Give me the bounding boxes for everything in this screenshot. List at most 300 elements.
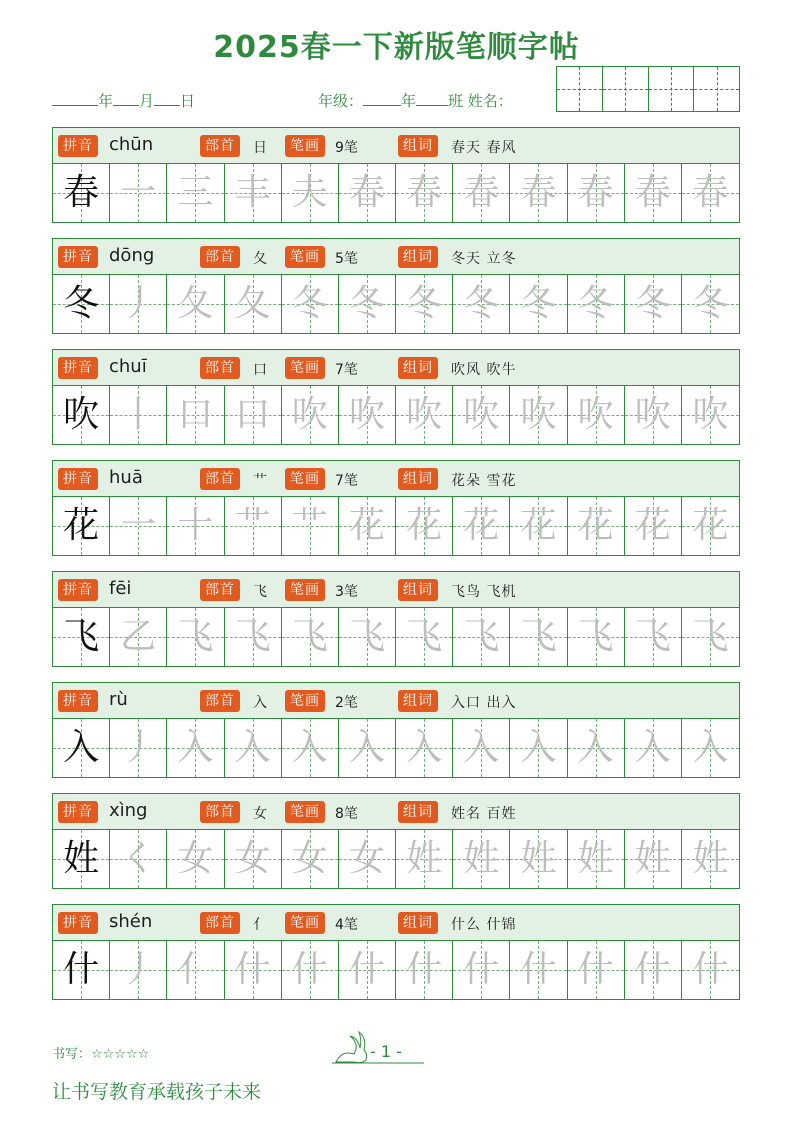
stroke-step-glyph: 入 bbox=[692, 727, 729, 768]
stroke-step-glyph: 冬 bbox=[291, 283, 328, 324]
strokes-value: 4笔 bbox=[335, 917, 358, 933]
stroke-step-cell[interactable] bbox=[453, 497, 510, 555]
stroke-step-glyph: 冬 bbox=[520, 283, 557, 324]
stroke-step-cell[interactable] bbox=[396, 164, 453, 222]
stroke-step-cell[interactable] bbox=[396, 275, 453, 333]
page-number: - 1 - bbox=[370, 1042, 402, 1061]
stroke-step-cell[interactable] bbox=[453, 719, 510, 777]
character-info-bar bbox=[53, 905, 739, 941]
stroke-step-cell[interactable] bbox=[282, 830, 339, 888]
page-number-area bbox=[332, 1030, 427, 1066]
stroke-step-cell[interactable] bbox=[339, 164, 396, 222]
stroke-step-glyph: 夫 bbox=[291, 172, 328, 213]
stroke-step-glyph: 冬 bbox=[634, 283, 671, 324]
words-value: 飞鸟 飞机 bbox=[451, 584, 517, 600]
class-blank[interactable] bbox=[416, 91, 448, 106]
name-cell[interactable] bbox=[649, 67, 695, 111]
tian-grid-row bbox=[53, 497, 739, 555]
grade-blank[interactable] bbox=[363, 91, 401, 106]
main-character bbox=[53, 497, 110, 555]
pinyin-tag: 拼音 bbox=[58, 801, 98, 823]
stroke-step-glyph: 花 bbox=[406, 505, 443, 546]
stroke-step-cell[interactable] bbox=[167, 275, 224, 333]
stroke-step-cell[interactable] bbox=[396, 941, 453, 999]
day-blank[interactable] bbox=[154, 91, 180, 106]
stroke-step-glyph: 姓 bbox=[634, 838, 671, 879]
stroke-step-cell[interactable] bbox=[510, 830, 567, 888]
stroke-step-cell[interactable] bbox=[510, 275, 567, 333]
pinyin-value: fēi bbox=[109, 578, 132, 599]
character-block bbox=[52, 682, 740, 778]
page-title: 2025春一下新版笔顺字帖 bbox=[213, 30, 580, 65]
stroke-step-cell[interactable] bbox=[225, 164, 282, 222]
character-info-bar bbox=[53, 461, 739, 497]
stroke-step-cell[interactable] bbox=[682, 497, 739, 555]
stroke-step-glyph: 花 bbox=[520, 505, 557, 546]
grade-label: 年级： bbox=[318, 92, 364, 110]
stroke-step-glyph: 吹 bbox=[291, 394, 328, 435]
stroke-step-glyph: 一 bbox=[120, 505, 157, 546]
stroke-step-glyph: 姓 bbox=[577, 838, 614, 879]
tian-grid-row bbox=[53, 830, 739, 888]
character-block bbox=[52, 127, 740, 223]
stroke-step-glyph: 吹 bbox=[463, 394, 500, 435]
radical-tag: 部首 bbox=[200, 690, 240, 712]
stroke-step-glyph: 吹 bbox=[577, 394, 614, 435]
stroke-step-cell[interactable] bbox=[225, 275, 282, 333]
stroke-step-cell[interactable] bbox=[396, 719, 453, 777]
stroke-step-cell[interactable] bbox=[110, 608, 167, 666]
radical-value: 飞 bbox=[253, 584, 267, 600]
stroke-step-glyph: 春 bbox=[520, 172, 557, 213]
stroke-step-cell[interactable] bbox=[396, 830, 453, 888]
main-character bbox=[53, 830, 110, 888]
pinyin-tag: 拼音 bbox=[58, 357, 98, 379]
stroke-step-glyph: 亻 bbox=[177, 949, 214, 990]
character-info-bar bbox=[53, 794, 739, 830]
pinyin-value: dōng bbox=[109, 245, 155, 266]
radical-value: 口 bbox=[253, 362, 267, 378]
stroke-step-cell[interactable] bbox=[339, 941, 396, 999]
character-info-bar bbox=[53, 350, 739, 386]
pinyin-tag: 拼音 bbox=[58, 246, 98, 268]
stroke-step-glyph: 什 bbox=[634, 949, 671, 990]
stroke-step-cell[interactable] bbox=[453, 941, 510, 999]
radical-tag: 部首 bbox=[200, 801, 240, 823]
words-value: 春天 春风 bbox=[451, 140, 517, 156]
stroke-step-glyph: 丰 bbox=[234, 172, 271, 213]
stroke-step-cell[interactable] bbox=[282, 386, 339, 444]
main-character-glyph: 入 bbox=[63, 727, 100, 768]
name-writing-box[interactable] bbox=[556, 66, 740, 112]
words-tag: 组词 bbox=[398, 246, 438, 268]
stroke-step-glyph: 飞 bbox=[520, 616, 557, 657]
stroke-step-glyph: 入 bbox=[463, 727, 500, 768]
radical-value: 艹 bbox=[253, 473, 267, 489]
stroke-step-cell[interactable] bbox=[396, 608, 453, 666]
stroke-step-glyph: 飞 bbox=[692, 616, 729, 657]
stroke-step-cell[interactable] bbox=[568, 164, 625, 222]
stroke-step-glyph: 女 bbox=[177, 838, 214, 879]
stroke-step-cell[interactable] bbox=[510, 719, 567, 777]
stroke-step-cell[interactable] bbox=[625, 164, 682, 222]
stroke-step-glyph: 入 bbox=[406, 727, 443, 768]
main-character bbox=[53, 386, 110, 444]
words-tag: 组词 bbox=[398, 468, 438, 490]
stroke-step-cell[interactable] bbox=[225, 497, 282, 555]
stroke-step-cell[interactable] bbox=[282, 719, 339, 777]
radical-tag: 部首 bbox=[200, 357, 240, 379]
stroke-step-glyph: 飞 bbox=[463, 616, 500, 657]
words-tag: 组词 bbox=[398, 690, 438, 712]
main-character bbox=[53, 275, 110, 333]
stroke-step-cell[interactable] bbox=[682, 164, 739, 222]
stroke-step-glyph: 冬 bbox=[348, 283, 385, 324]
month-label: 月 bbox=[139, 92, 155, 110]
character-info-bar bbox=[53, 239, 739, 275]
grade-line bbox=[318, 90, 513, 111]
stroke-step-cell[interactable] bbox=[225, 386, 282, 444]
stroke-step-cell[interactable] bbox=[625, 608, 682, 666]
character-block bbox=[52, 904, 740, 1000]
stroke-step-cell[interactable] bbox=[625, 275, 682, 333]
main-character-glyph: 春 bbox=[63, 172, 100, 213]
stroke-step-glyph: 入 bbox=[577, 727, 614, 768]
stroke-step-glyph: 飞 bbox=[577, 616, 614, 657]
stroke-step-glyph: 冬 bbox=[406, 283, 443, 324]
pinyin-tag: 拼音 bbox=[58, 468, 98, 490]
stroke-step-cell[interactable] bbox=[282, 164, 339, 222]
pinyin-value: shén bbox=[109, 911, 153, 932]
stroke-step-glyph: 飞 bbox=[634, 616, 671, 657]
stroke-step-cell[interactable] bbox=[339, 497, 396, 555]
stroke-step-glyph: 春 bbox=[692, 172, 729, 213]
stroke-step-cell[interactable] bbox=[225, 941, 282, 999]
stroke-step-glyph: 冬 bbox=[692, 283, 729, 324]
stroke-step-glyph: 什 bbox=[406, 949, 443, 990]
radical-value: 日 bbox=[253, 140, 267, 156]
character-block bbox=[52, 238, 740, 334]
tian-grid-row bbox=[53, 386, 739, 444]
stroke-step-glyph: 女 bbox=[348, 838, 385, 879]
radical-value: 入 bbox=[253, 695, 267, 711]
stroke-step-cell[interactable] bbox=[510, 164, 567, 222]
stroke-step-glyph: 吹 bbox=[634, 394, 671, 435]
stroke-step-glyph: 春 bbox=[577, 172, 614, 213]
stroke-step-cell[interactable] bbox=[282, 941, 339, 999]
main-character-glyph: 吹 bbox=[63, 394, 100, 435]
stroke-step-cell[interactable] bbox=[568, 719, 625, 777]
stroke-step-cell[interactable] bbox=[510, 497, 567, 555]
stroke-step-cell[interactable] bbox=[167, 164, 224, 222]
stroke-step-cell[interactable] bbox=[568, 275, 625, 333]
words-tag: 组词 bbox=[398, 579, 438, 601]
stroke-step-glyph: 花 bbox=[463, 505, 500, 546]
stroke-step-cell[interactable] bbox=[167, 386, 224, 444]
main-character bbox=[53, 608, 110, 666]
words-value: 入口 出入 bbox=[451, 695, 517, 711]
words-tag: 组词 bbox=[398, 357, 438, 379]
stroke-step-glyph: 飞 bbox=[177, 616, 214, 657]
stroke-step-glyph: 飞 bbox=[406, 616, 443, 657]
date-line bbox=[52, 90, 195, 111]
stroke-step-glyph: 丨 bbox=[120, 394, 157, 435]
pinyin-value: rù bbox=[109, 689, 128, 710]
radical-tag: 部首 bbox=[200, 246, 240, 268]
words-tag: 组词 bbox=[398, 912, 438, 934]
stroke-step-cell[interactable] bbox=[453, 608, 510, 666]
pinyin-value: xìng bbox=[109, 800, 148, 821]
stroke-step-cell[interactable] bbox=[682, 608, 739, 666]
words-value: 冬天 立冬 bbox=[451, 251, 517, 267]
stroke-step-cell[interactable] bbox=[682, 275, 739, 333]
stroke-step-glyph: 什 bbox=[520, 949, 557, 990]
tian-grid-row bbox=[53, 275, 739, 333]
stroke-step-glyph: 花 bbox=[634, 505, 671, 546]
pinyin-tag: 拼音 bbox=[58, 690, 98, 712]
strokes-value: 5笔 bbox=[335, 251, 358, 267]
stroke-step-cell[interactable] bbox=[282, 497, 339, 555]
name-cell[interactable] bbox=[557, 67, 603, 111]
main-character bbox=[53, 941, 110, 999]
stroke-step-glyph: 春 bbox=[463, 172, 500, 213]
name-cell[interactable] bbox=[694, 67, 739, 111]
character-info-bar bbox=[53, 572, 739, 608]
stroke-step-cell[interactable] bbox=[225, 719, 282, 777]
stroke-step-glyph: 入 bbox=[234, 727, 271, 768]
stroke-step-cell[interactable] bbox=[625, 941, 682, 999]
stroke-step-glyph: 夂 bbox=[177, 283, 214, 324]
radical-tag: 部首 bbox=[200, 468, 240, 490]
stroke-step-glyph: 一 bbox=[120, 172, 157, 213]
stroke-step-glyph: 什 bbox=[291, 949, 328, 990]
stroke-step-glyph: 冬 bbox=[463, 283, 500, 324]
stroke-step-cell[interactable] bbox=[110, 164, 167, 222]
stroke-step-glyph: 十 bbox=[177, 505, 214, 546]
stroke-step-cell[interactable] bbox=[110, 275, 167, 333]
slogan: 让书写教育承载孩子未来 bbox=[52, 1081, 262, 1103]
stroke-step-glyph: 乙 bbox=[120, 616, 157, 657]
stroke-step-glyph: 春 bbox=[348, 172, 385, 213]
pinyin-tag: 拼音 bbox=[58, 135, 98, 157]
stroke-step-glyph: 飞 bbox=[234, 616, 271, 657]
stroke-step-cell[interactable] bbox=[167, 608, 224, 666]
stroke-step-cell[interactable] bbox=[167, 941, 224, 999]
stroke-step-glyph: 丿 bbox=[120, 283, 157, 324]
stroke-step-glyph: 口 bbox=[234, 394, 271, 435]
tian-grid-row bbox=[53, 608, 739, 666]
main-character-glyph: 飞 bbox=[63, 616, 100, 657]
pinyin-value: chūn bbox=[109, 134, 154, 155]
stroke-step-cell[interactable] bbox=[453, 164, 510, 222]
stroke-step-cell[interactable] bbox=[110, 941, 167, 999]
stroke-step-cell[interactable] bbox=[453, 275, 510, 333]
stroke-step-glyph: 丿 bbox=[120, 949, 157, 990]
strokes-tag: 笔画 bbox=[285, 135, 325, 157]
pinyin-tag: 拼音 bbox=[58, 579, 98, 601]
radical-tag: 部首 bbox=[200, 579, 240, 601]
character-info-bar bbox=[53, 128, 739, 164]
stroke-step-cell[interactable] bbox=[453, 386, 510, 444]
grade-year-label: 年 bbox=[401, 92, 417, 110]
tian-grid-row bbox=[53, 164, 739, 222]
stroke-step-glyph: 飞 bbox=[291, 616, 328, 657]
stroke-step-cell[interactable] bbox=[339, 386, 396, 444]
stroke-step-cell[interactable] bbox=[396, 497, 453, 555]
stroke-step-glyph: 入 bbox=[520, 727, 557, 768]
radical-value: 夂 bbox=[253, 251, 267, 267]
stroke-step-cell[interactable] bbox=[510, 608, 567, 666]
stroke-step-glyph: 花 bbox=[577, 505, 614, 546]
stroke-step-glyph: 夂 bbox=[234, 283, 271, 324]
strokes-value: 7笔 bbox=[335, 362, 358, 378]
year-blank[interactable] bbox=[52, 91, 98, 106]
stroke-step-glyph: 吹 bbox=[520, 394, 557, 435]
stroke-step-cell[interactable] bbox=[568, 497, 625, 555]
stroke-step-glyph: 花 bbox=[692, 505, 729, 546]
character-block bbox=[52, 349, 740, 445]
stroke-step-cell[interactable] bbox=[339, 275, 396, 333]
stroke-step-cell[interactable] bbox=[110, 497, 167, 555]
stroke-step-cell[interactable] bbox=[282, 275, 339, 333]
stroke-step-glyph: 吹 bbox=[406, 394, 443, 435]
tian-grid-row bbox=[53, 941, 739, 999]
strokes-value: 8笔 bbox=[335, 806, 358, 822]
stroke-step-glyph: 口 bbox=[177, 394, 214, 435]
stroke-step-glyph: 姓 bbox=[520, 838, 557, 879]
stroke-step-cell[interactable] bbox=[568, 941, 625, 999]
stroke-step-cell[interactable] bbox=[396, 386, 453, 444]
radical-tag: 部首 bbox=[200, 135, 240, 157]
stroke-step-cell[interactable] bbox=[568, 608, 625, 666]
stroke-step-cell[interactable] bbox=[110, 386, 167, 444]
class-name-label: 班 姓名： bbox=[448, 92, 513, 110]
stroke-step-cell[interactable] bbox=[510, 386, 567, 444]
words-value: 花朵 雪花 bbox=[451, 473, 517, 489]
stroke-step-glyph: 艹 bbox=[291, 505, 328, 546]
main-character-glyph: 什 bbox=[63, 949, 100, 990]
stroke-step-cell[interactable] bbox=[568, 830, 625, 888]
character-block bbox=[52, 571, 740, 667]
stroke-step-glyph: 春 bbox=[406, 172, 443, 213]
stroke-step-glyph: 入 bbox=[634, 727, 671, 768]
radical-value: 女 bbox=[253, 806, 267, 822]
stroke-step-cell[interactable] bbox=[110, 719, 167, 777]
stroke-step-cell[interactable] bbox=[282, 608, 339, 666]
strokes-tag: 笔画 bbox=[285, 579, 325, 601]
month-blank[interactable] bbox=[113, 91, 139, 106]
words-tag: 组词 bbox=[398, 801, 438, 823]
stroke-step-glyph: 姓 bbox=[692, 838, 729, 879]
stroke-step-cell[interactable] bbox=[568, 386, 625, 444]
stroke-step-cell[interactable] bbox=[682, 830, 739, 888]
strokes-tag: 笔画 bbox=[285, 468, 325, 490]
main-character-glyph: 冬 bbox=[63, 283, 100, 324]
stroke-step-glyph: 姓 bbox=[406, 838, 443, 879]
stroke-step-cell[interactable] bbox=[225, 830, 282, 888]
stroke-step-cell[interactable] bbox=[110, 830, 167, 888]
pinyin-value: huā bbox=[109, 467, 143, 488]
character-block bbox=[52, 793, 740, 889]
stroke-step-cell[interactable] bbox=[625, 830, 682, 888]
stroke-step-cell[interactable] bbox=[339, 719, 396, 777]
day-label: 日 bbox=[180, 92, 196, 110]
words-tag: 组词 bbox=[398, 135, 438, 157]
main-character-glyph: 花 bbox=[63, 505, 100, 546]
stroke-step-cell[interactable] bbox=[167, 719, 224, 777]
stroke-step-cell[interactable] bbox=[682, 719, 739, 777]
strokes-tag: 笔画 bbox=[285, 357, 325, 379]
stroke-step-glyph: 什 bbox=[577, 949, 614, 990]
main-character-glyph: 姓 bbox=[63, 838, 100, 879]
stroke-step-glyph: 女 bbox=[291, 838, 328, 879]
strokes-tag: 笔画 bbox=[285, 690, 325, 712]
year-label: 年 bbox=[98, 92, 114, 110]
words-value: 什么 什锦 bbox=[451, 917, 517, 933]
strokes-value: 2笔 bbox=[335, 695, 358, 711]
pinyin-tag: 拼音 bbox=[58, 912, 98, 934]
stroke-step-cell[interactable] bbox=[625, 386, 682, 444]
stroke-step-cell[interactable] bbox=[167, 830, 224, 888]
stroke-step-glyph: 丿 bbox=[120, 727, 157, 768]
stroke-step-glyph: 春 bbox=[634, 172, 671, 213]
strokes-value: 9笔 bbox=[335, 140, 358, 156]
stroke-step-cell[interactable] bbox=[682, 386, 739, 444]
stroke-step-glyph: 什 bbox=[234, 949, 271, 990]
stroke-step-glyph: 艹 bbox=[234, 505, 271, 546]
stroke-step-glyph: 冬 bbox=[577, 283, 614, 324]
words-value: 姓名 百姓 bbox=[451, 806, 517, 822]
stroke-step-cell[interactable] bbox=[682, 941, 739, 999]
stroke-step-glyph: 花 bbox=[348, 505, 385, 546]
stroke-step-glyph: 什 bbox=[692, 949, 729, 990]
character-block bbox=[52, 460, 740, 556]
main-character bbox=[53, 164, 110, 222]
stroke-step-glyph: 什 bbox=[348, 949, 385, 990]
stroke-step-glyph: 三 bbox=[177, 172, 214, 213]
strokes-value: 7笔 bbox=[335, 473, 358, 489]
pinyin-value: chuī bbox=[109, 356, 147, 377]
main-character bbox=[53, 719, 110, 777]
radical-value: 亻 bbox=[253, 917, 267, 933]
stroke-step-glyph: 女 bbox=[234, 838, 271, 879]
strokes-tag: 笔画 bbox=[285, 912, 325, 934]
rating-text: 书写：☆☆☆☆☆ bbox=[52, 1047, 150, 1062]
character-info-bar bbox=[53, 683, 739, 719]
stroke-step-cell[interactable] bbox=[225, 608, 282, 666]
stroke-step-cell[interactable] bbox=[339, 830, 396, 888]
stroke-step-cell[interactable] bbox=[339, 608, 396, 666]
stroke-step-glyph: く bbox=[120, 838, 157, 879]
stroke-step-glyph: 飞 bbox=[348, 616, 385, 657]
stroke-step-glyph: 吹 bbox=[348, 394, 385, 435]
stroke-step-glyph: 吹 bbox=[692, 394, 729, 435]
name-cell[interactable] bbox=[603, 67, 649, 111]
stroke-step-cell[interactable] bbox=[625, 719, 682, 777]
stroke-step-cell[interactable] bbox=[510, 941, 567, 999]
stroke-step-glyph: 姓 bbox=[463, 838, 500, 879]
stroke-step-glyph: 入 bbox=[291, 727, 328, 768]
stroke-step-cell[interactable] bbox=[625, 497, 682, 555]
stroke-step-cell[interactable] bbox=[167, 497, 224, 555]
strokes-tag: 笔画 bbox=[285, 246, 325, 268]
tian-grid-row bbox=[53, 719, 739, 777]
strokes-value: 3笔 bbox=[335, 584, 358, 600]
stroke-step-cell[interactable] bbox=[453, 830, 510, 888]
words-value: 吹风 吹牛 bbox=[451, 362, 517, 378]
strokes-tag: 笔画 bbox=[285, 801, 325, 823]
stroke-step-glyph: 入 bbox=[348, 727, 385, 768]
